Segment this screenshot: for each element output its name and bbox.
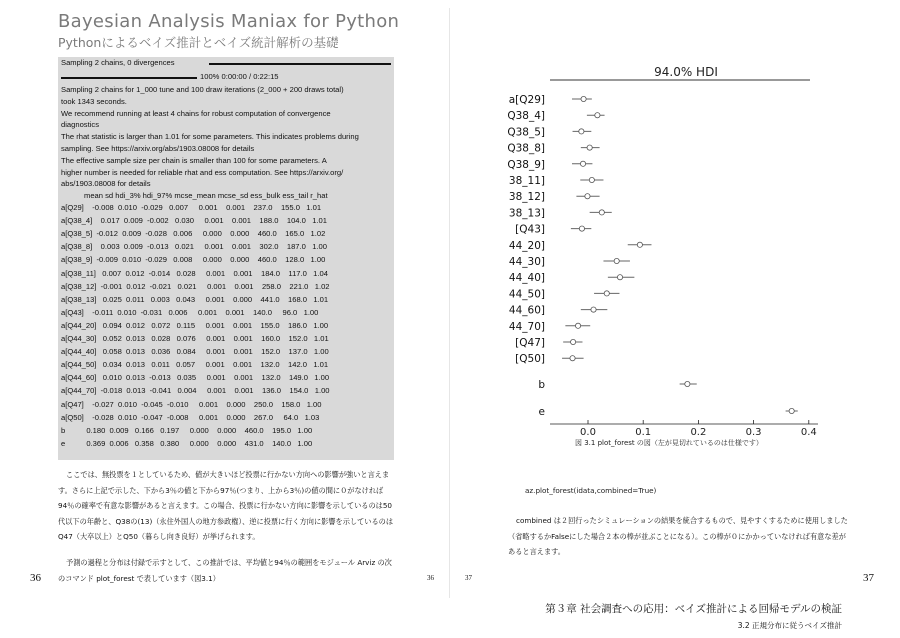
row-label: 44_60] xyxy=(508,304,545,317)
progress-bar xyxy=(61,77,197,79)
row-label: 38_11] xyxy=(508,175,545,187)
mean-point xyxy=(579,129,584,134)
forest-plot xyxy=(450,0,900,440)
summary-header: mean sd hdi_3% hdi_97% mcse_mean mcse_sd ess_bulk ess_tail r_hat xyxy=(84,191,328,200)
row-label: 38_13] xyxy=(508,207,545,220)
row-label: Q38_8] xyxy=(507,142,545,155)
mean-point xyxy=(591,307,596,312)
console-message-line: took 1343 seconds. xyxy=(61,96,127,106)
summary-row: a[Q50] -0.028 0.010 -0.047 -0.008 0.001 0.000 267.0 64.0 1.03 xyxy=(61,412,320,422)
summary-row: a[Q47] -0.027 0.010 -0.045 -0.010 0.001 0.000 250.0 158.0 1.00 xyxy=(61,399,322,409)
mean-point xyxy=(589,177,594,182)
x-tick-label: 0.0 xyxy=(580,427,596,438)
x-tick-label: 0.3 xyxy=(745,427,762,438)
summary-row: a[Q38_8] 0.003 0.009 -0.013 0.021 0.001 0.001 302.0 187.0 1.00 xyxy=(61,242,327,252)
console-message-line: diagnostics xyxy=(61,120,99,130)
row-label: Q38_9] xyxy=(507,158,545,171)
row-label: e xyxy=(538,406,545,418)
mean-point xyxy=(579,226,584,231)
x-tick-label: 0.2 xyxy=(690,427,707,438)
row-label: 44_30] xyxy=(508,256,545,268)
body-paragraph-2: 予測の過程と分布は付録で示すとして、この推計では、平均値と94％の範囲をモジュール Arviz の次のコマンド plot_forest で表しています（図3.1） xyxy=(58,558,392,583)
summary-row: a[Q38_12] -0.001 0.012 -0.021 0.021 0.001 0.001 258.0 221.0 1.02 xyxy=(61,281,330,291)
body-paragraph-1: ここでは、無投票を１としているため、値が大きいほど投票に行かない方向への影響が強いと言えます。さらに上記で示した、下から3％の値と下から97％(つまり、上から3％)の値の間に０がなければ94％の確率で有意な影響があると言えます。この場合、投票に行かない方向に影響を示しているのは50代以下の年齢と、Q38の(13)（永住外国人の地方参政権）、逆に投票に行く方向に影響を示しているのはQ47（大卒以上）とQ50（暮らし向き良好）が挙げられます。 xyxy=(58,470,394,541)
x-tick-label: 0.1 xyxy=(635,427,652,438)
console-message-line: Sampling 2 chains for 1_000 tune and 100 draw iterations (2_000 + 200 draws total) xyxy=(61,85,344,94)
console-message-line: abs/1903.08008 for details xyxy=(61,179,151,189)
page-number-left: 36 xyxy=(30,572,41,584)
mean-point xyxy=(570,339,575,344)
row-label: 44_40] xyxy=(508,272,545,285)
mean-point xyxy=(581,96,586,101)
summary-row: a[Q38_11] 0.007 0.012 -0.014 0.028 0.001 0.001 184.0 117.0 1.04 xyxy=(61,268,328,278)
row-label: [Q50] xyxy=(515,353,545,366)
inner-number-right: 37 xyxy=(465,574,472,582)
mean-point xyxy=(614,258,619,263)
row-label: [Q43] xyxy=(515,223,545,236)
mean-point xyxy=(585,194,590,199)
code-snippet: az.plot_forest(idata,combined=True) xyxy=(525,486,657,495)
page-number-right: 37 xyxy=(863,572,874,584)
row-label: 38_12] xyxy=(508,191,545,204)
console-message-line: The effective sample size per chain is smaller than 100 for some parameters. A xyxy=(61,155,327,165)
section-heading: 3.2 正規分布に従うベイズ推計 xyxy=(737,621,842,630)
figure-caption: 図 3.1 plot_forest の図（左が見切れているのは仕様です） xyxy=(575,439,763,447)
summary-row: a[Q38_4] 0.017 0.009 -0.002 0.030 0.001 0.001 188.0 104.0 1.01 xyxy=(61,216,327,226)
row-label: [Q47] xyxy=(515,337,545,349)
row-label: Q38_5] xyxy=(507,126,545,139)
row-label: 44_50] xyxy=(508,288,545,301)
right-page xyxy=(450,0,900,638)
console-message-line: higher number is needed for reliable rhat and ess computation. See https://arxiv.org/ xyxy=(61,167,344,177)
mean-point xyxy=(604,291,609,296)
summary-row: a[Q43] -0.011 0.010 -0.031 0.006 0.001 0.001 140.0 96.0 1.00 xyxy=(61,307,319,317)
mean-point xyxy=(595,113,600,118)
body-paragraph-right: combined は２回行ったシミュレーションの結果を統合するもので、見やすくするために使用しました（省略するかFalseにした場合２本の棒が並ぶことになる）。この棒が０にかかっていなければ有意な差があると言えます。 xyxy=(508,516,848,556)
book-subtitle: Pythonによるベイズ推計とベイズ統計解析の基礎 xyxy=(58,35,339,50)
console-message-line: We recommend running at least 4 chains for robust computation of convergence xyxy=(61,108,331,118)
mean-point xyxy=(599,210,604,215)
summary-row: a[Q44_30] 0.052 0.013 0.028 0.076 0.001 0.001 160.0 152.0 1.01 xyxy=(61,334,329,343)
summary-row: a[Q38_5] -0.012 0.009 -0.028 0.006 0.000 0.000 460.0 165.0 1.02 xyxy=(61,229,326,239)
row-label: 44_70] xyxy=(508,320,545,333)
row-label: a[Q29] xyxy=(508,94,545,106)
chapter-heading: 第３章 社会調査への応用：ベイズ推計による回帰モデルの検証 xyxy=(545,603,842,615)
row-label: 44_20] xyxy=(508,239,545,252)
summary-row: a[Q44_70] -0.018 0.013 -0.041 0.004 0.001 0.001 136.0 154.0 1.00 xyxy=(61,386,330,396)
summary-row: a[Q44_60] 0.010 0.013 -0.013 0.035 0.001 0.001 132.0 149.0 1.00 xyxy=(61,373,330,383)
console-output xyxy=(58,57,394,460)
row-label: b xyxy=(538,379,545,391)
summary-row: e 0.369 0.006 0.358 0.380 0.000 0.000 431.0 140.0 1.00 xyxy=(61,438,313,448)
chart-title: 94.0% HDI xyxy=(654,65,718,79)
summary-row: a[Q38_13] 0.025 0.011 0.003 0.043 0.001 0.000 441.0 168.0 1.01 xyxy=(61,294,329,304)
book-title: Bayesian Analysis Maniax for Python xyxy=(58,11,400,32)
console-message-line: sampling. See https://arxiv.org/abs/1903.08008 for details xyxy=(61,144,255,153)
mean-point xyxy=(617,275,622,280)
progress-bar-top xyxy=(209,63,391,65)
sampling-status: Sampling 2 chains, 0 divergences xyxy=(61,58,175,67)
summary-row: b 0.180 0.009 0.166 0.197 0.000 0.000 460.0 195.0 1.00 xyxy=(61,425,313,435)
mean-point xyxy=(580,161,585,166)
summary-row: a[Q44_50] 0.034 0.013 0.011 0.057 0.001 0.001 132.0 142.0 1.01 xyxy=(61,360,329,370)
mean-point xyxy=(570,356,575,361)
row-label: Q38_4] xyxy=(507,110,545,123)
inner-number-left: 36 xyxy=(427,574,434,582)
console-message-line: The rhat statistic is larger than 1.01 for some parameters. This indicates problems during xyxy=(61,132,359,142)
summary-row: a[Q38_9] -0.009 0.010 -0.029 0.008 0.000 0.000 460.0 128.0 1.00 xyxy=(61,255,326,265)
forest-plot-layer xyxy=(507,65,818,438)
summary-row: a[Q29] -0.008 0.010 -0.029 0.007 0.001 0.001 237.0 155.0 1.01 xyxy=(61,203,322,212)
mean-point xyxy=(637,242,642,247)
progress-text: 100% 0:00:00 / 0:22:15 xyxy=(200,72,279,81)
mean-point xyxy=(685,381,690,386)
mean-point xyxy=(789,408,794,413)
mean-point xyxy=(575,323,580,328)
summary-row: a[Q44_20] 0.094 0.012 0.072 0.115 0.001 0.001 155.0 186.0 1.00 xyxy=(61,320,329,330)
mean-point xyxy=(587,145,592,150)
summary-row: a[Q44_40] 0.058 0.013 0.036 0.084 0.001 0.001 152.0 137.0 1.00 xyxy=(61,347,329,357)
x-tick-label: 0.4 xyxy=(800,427,817,438)
